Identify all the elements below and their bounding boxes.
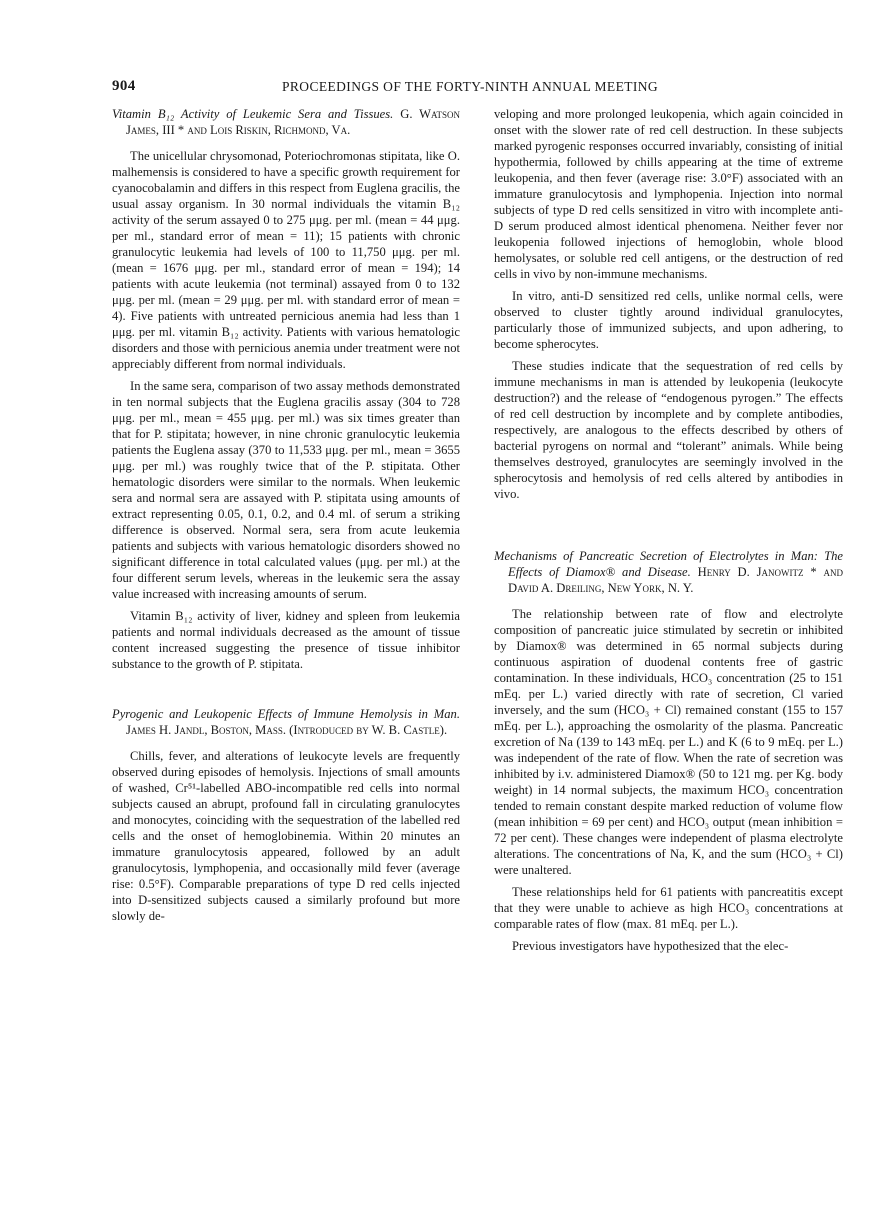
paragraph: Vitamin B₁₂ activity of liver, kidney and spleen from leukemia patients and normal individuals decreased as the amount of tissue content increased suggesting the presence of tissue inhibitor substance to the growth of P. stipitata. <box>112 609 460 671</box>
paragraph: veloping and more prolonged leukopenia, which again coincided in onset with the slower rate of red cell destruction. In these subjects marked pyrogenic responses occurred invariably, consisting of initial hypothermia, followed by chills appearing at the time of extreme leukopenia, and then fever (average rise: 3.0°F) associated with an immature granulocytosis and lymphopenia. Injection into normal subjects of type D red cells sensitized in vitro with incomplete anti-D serum produced almost identical phenomena. Neither fever nor leukopenia followed injections of hemoglobin, whole blood hemolysates, or soluble red cell antigens, or the destruction of red cells in vivo by non-immune mechanisms. <box>494 107 843 281</box>
abstract-title: Mechanisms of Pancreatic Secretion of Electrolytes in Man: The Effects of Diamox® and Disease. <box>494 549 843 579</box>
abstract-pyrogenic-effects <box>112 706 460 924</box>
paragraph: These studies indicate that the sequestration of red cells by immune mechanisms in man is attended by leukopenia (leukocyte destruction?) and the release of “endogenous pyrogen.” The effects of red cell destruction by incomplete and by complete antibodies, respectively, are analogous to the effects described by others of bacterial pyrogens on normal and “tolerant” animals. While being themselves destroyed, granulocytes are seemingly involved in the spherocytosis and hemolysis of red cells altered by antibodies in vivo. <box>494 359 843 501</box>
abstract-title: Vitamin B₁₂ Activity of Leukemic Sera and Tissues. <box>112 107 394 121</box>
abstract-vitamin-b12 <box>112 106 460 672</box>
paragraph: In vitro, anti-D sensitized red cells, unlike normal cells, were observed to cluster tightly around individual granulocytes, particularly those of immunized subjects, and upon adhering, to become spherocytes. <box>494 289 843 351</box>
abstract-authors: G. Watson James, III * and Lois Riskin, Richmond, Va. <box>126 107 461 137</box>
abstract-heading <box>112 706 460 738</box>
abstract-title: Pyrogenic and Leukopenic Effects of Immune Hemolysis in Man. <box>112 707 460 721</box>
running-title: PROCEEDINGS OF THE FORTY-NINTH ANNUAL MEETING <box>282 79 659 94</box>
right-column <box>494 106 843 960</box>
paragraph: Chills, fever, and alterations of leukocyte levels are frequently observed during episodes of hemolysis. Injections of small amounts of washed, Cr⁵¹-labelled ABO-incompatible red cells into normal subjects caused an abrupt, profound fall in circulating granulocytes and monocytes, coinciding with the sequestration of the labelled red cells and the onset of hemoglobinemia. Within 20 minutes an immature granulocytosis appeared, followed by an adult granulocytosis, lymphopenia, and occasionally mild fever (average rise: 0.5°F). Comparable preparations of type D red cells injected into D-sensitized subjects caused a similarly profound but more slowly de- <box>112 749 460 923</box>
paragraph: In the same sera, comparison of two assay methods demonstrated in ten normal subjects that the Euglena gracilis assay (304 to 728 μμg. per ml., mean = 455 μμg. per ml.) was six times greater than that for P. stipitata; however, in nine chronic granulocytic leukemia patients the Euglena assay (370 to 11,533 μμg. per ml., mean = 3655 μμg. per ml.) was roughly twice that of the P. stipitata. Other hematologic disorders were similar to the normals. When leukemic sera and normal sera are assayed with P. stipitata using amounts of extract representing 0.05, 0.1, 0.2, and 0.4 ml. of serum a striking difference is observed. Normal sera, sera from acute leukemia patients and subjects with various hematologic disorders showed no significant difference in total calculated values (μμg. per ml.) at the four different serum levels, whereas in the leukemic sera the assay value increased with increasing amounts of serum. <box>112 379 460 601</box>
paragraph: The relationship between rate of flow and electrolyte composition of pancreatic juice stimulated by secretin or inhibited by Diamox® was determined in 65 normal subjects during continuous aspiration of duodenal contents free of gastric contamination. In these individuals, HCO₃ concentration (25 to 151 mEq. per L.) varied directly with rate of secretion, Cl varied inversely, and the sum (HCO₃ + Cl) remained constant (155 to 157 mEq. per L.), approaching the osmolarity of the plasma. Pancreatic excretion of Na (139 to 143 mEq. per L.) and K (6 to 9 mEq. per L.) was independent of the rate of flow. When the rate of secretion was inhibited by i.v. administered Diamox® (50 to 121 mg. per Kg. body weight) in 14 normal subjects, the maximum HCO₃ concentration tended to remain constant despite marked reduction of volume flow (mean inhibition = 69 per cent) and HCO₃ output (mean inhibition = 72 per cent). These changes were independent of plasma electrolyte alterations. The concentrations of Na, K, and the sum (HCO₃ + Cl) were unaltered. <box>494 607 843 877</box>
page-number: 904 <box>112 78 136 94</box>
abstract-pancreatic-secretion <box>494 548 843 954</box>
paragraph: The unicellular chrysomonad, Poteriochromonas stipitata, like O. malhemensis is considered to have a specific growth requirement for cyanocobalamin and differs in this respect from Euglena gracilis, the usual assay organism. In 30 normal individuals the vitamin B₁₂ activity of the serum assayed 0 to 275 μμg. per ml. (mean = 44 μμg. per ml., standard error of mean = 11); 15 patients with chronic granulocytic leukemia had levels of 100 to 11,750 μμg. per ml. (mean = 1676 μμg. per ml., standard error of mean = 194); 14 patients with acute leukemia (not terminal) assayed from 0 to 132 μμg. per ml. (mean = 29 μμg. per ml. with standard error of mean = 4). Five patients with untreated pernicious anemia had less than 1 μμg. per ml. vitamin B₁₂ activity. Patients with various hematologic disorders and those with pernicious anemia under treatment were not appreciably different from normal individuals. <box>112 149 460 371</box>
paragraph: These relationships held for 61 patients with pancreatitis except that they were unable to achieve as high HCO₃ concentrations at comparable rates of flow (max. 81 mEq. per L.). <box>494 885 843 931</box>
abstract-heading <box>112 106 460 138</box>
abstract-authors: James H. Jandl, Boston, Mass. (Introduced by W. B. Castle). <box>126 723 448 737</box>
abstract-pyrogenic-effects-continued <box>494 106 843 502</box>
abstract-authors: Henry D. Janowitz * and David A. Dreiling, New York, N. Y. <box>508 565 843 595</box>
abstract-heading <box>494 548 843 596</box>
left-column <box>112 106 460 930</box>
paragraph: Previous investigators have hypothesized that the elec- <box>512 939 789 953</box>
